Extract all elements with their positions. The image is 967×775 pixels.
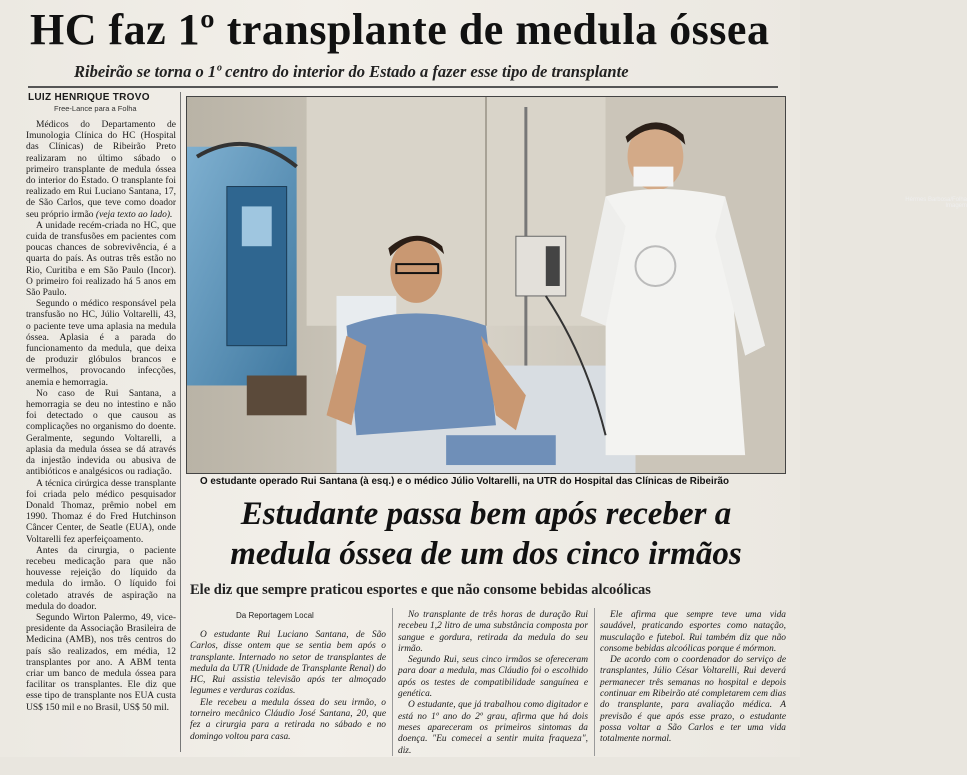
story-paragraph: Ele afirma que sempre teve uma vida saudável, praticando esportes como natação, musculação e futebol. Rui também diz que não consome bebidas alcoólicas porque é mórmon. xyxy=(600,610,786,654)
left-article-column xyxy=(26,120,176,750)
left-paragraph: A técnica cirúrgica desse transplante foi criada pelo médico pesquisador Donald Thomaz, prêmio nobel em 1990. Thomaz é do Fred Hutchinson Câncer Center, de Seatle (EUA), onde Voltarelli fez aperfeiçoamento. xyxy=(26,478,176,545)
byline-role: Free-Lance para a Folha xyxy=(54,104,137,113)
story-column-1 xyxy=(190,630,386,775)
second-headline-line1: Estudante passa bem após receber a xyxy=(240,496,732,532)
news-photo xyxy=(186,96,967,474)
story-paragraph: De acordo com o coordenador do serviço de transplantes, Júlio César Voltarelli, Rui deverá permanecer três semanas no hospital e depois continuar em Ribeirão até completarem cem dias do transplante, para avaliação médica. A previsão é que após esse prazo, o estudante possa voltar a São Carlos e ter uma vida totalmente normal. xyxy=(600,655,786,745)
dateline: Da Reportagem Local xyxy=(236,611,314,620)
second-headline-line2: medula óssea de um dos cinco irmãos xyxy=(230,536,742,572)
left-paragraph: A unidade recém-criada no HC, que cuida de transfusões em pacientes com poucas chances de sobrevivência, é a quarta do país. As outras três estão no Rio, Curitiba e em São Paulo (Incor). O primeiro foi realizado há 5 anos em São Paulo. xyxy=(26,220,176,299)
left-paragraph: No caso de Rui Santana, a hemorragia se deu no intestino e não foi detectado o que causou as complicações no organismo do doente. Geralmente, segundo Voltarelli, a aplasia da medula óssea se dá através da injestão indevida ou abusiva de antibióticos e analgésicos ou radiação. xyxy=(26,388,176,478)
story-paragraph: Segundo Rui, seus cinco irmãos se ofereceram para doar a medula, mas Cláudio foi o escolhido após os testes de compatibilidade sanguínea e genética. xyxy=(398,655,588,700)
story-column-2 xyxy=(398,610,588,755)
photo-credit: Hérmes Barbosa/Folha Imagem xyxy=(905,197,967,209)
byline-author: LUIZ HENRIQUE TROVO xyxy=(28,92,150,103)
story-paragraph: No transplante de três horas de duração Rui recebeu 1,2 litro de uma substância composta por sangue e gordura, retirada da medula do seu irmão. xyxy=(398,610,588,654)
main-subheadline: Ribeirão se torna o 1º centro do interior do Estado a fazer esse tipo de transplante xyxy=(74,62,629,81)
left-paragraph: Antes da cirurgia, o paciente recebeu medicação para que não houvesse rejeição do líquido da medula do irmão. O líquido foi coletado através de aspiração na medula do doador. xyxy=(26,545,176,612)
left-paragraph: Médicos do Departamento de Imunologia Clínica do HC (Hospital das Clínicas) de Ribeirão Preto realizaram no último sábado o primeiro transplante de medula óssea do interior do Estado. O transplante foi realizado em Rui Luciano Santana, 17, de São Carlos, que teve como doador seu próprio irmão (veja texto ao lado). xyxy=(26,120,176,220)
left-paragraph: Segundo o médico responsável pela transfusão no HC, Júlio Voltarelli, 43, o paciente teve uma aplasia na medula óssea. Aplasia é a parada do funcionamento da medula, que deixa de produzir glóbulos brancos e vermelhos, provocando infecções, anemia e hemorragia. xyxy=(26,299,176,388)
column-divider xyxy=(180,92,181,752)
story-paragraph: O estudante, que já trabalhou como digitador e está no 1º ano do 2º grau, afirma que há dois meses apareceram os primeiros sintomas da doença. "Eu comecei a sentir muita fraqueza", diz. xyxy=(398,700,588,756)
column-separator xyxy=(594,608,595,756)
story-paragraph: Ele recebeu a medula óssea do seu irmão, o torneiro mecânico Cláudio José Santana, 20, que fez a cirurgia para a retirada no sábado e no domingo voltou para casa. xyxy=(190,697,386,742)
left-paragraph: Segundo Wirton Palermo, 49, vice-presidente da Associação Brasileira de Medicina (AMB), nos três centros do país são realizados, em média, 12 transplantes por ano. A ABM tenta criar um banco de medula óssea para facilitar os transplantes. Ele diz que esse tipo de transplante nos EUA custa US$ 150 mil e no Brasil, US$ 50 mil. xyxy=(26,612,176,713)
second-headline xyxy=(186,494,786,574)
story-paragraph: O estudante Rui Luciano Santana, de São Carlos, disse ontem que se sentia bem após o transplante. Internado no setor de transplantes de medula da UTR (Unidade de Transplante Renal) do HC, Rui assistia televisão após ter almoçado legumes e verduras cozidas. xyxy=(190,630,386,697)
main-headline: HC faz 1º transplante de medula óssea xyxy=(30,5,770,54)
photo-caption: O estudante operado Rui Santana (à esq.) e o médico Júlio Voltarelli, na UTR do Hospital das Clínicas de Ribeirão xyxy=(200,476,729,487)
top-rule xyxy=(28,86,778,88)
column-separator xyxy=(392,608,393,756)
second-subheadline: Ele diz que sempre praticou esportes e que não consome bebidas alcoólicas xyxy=(190,582,651,598)
story-column-3 xyxy=(600,610,786,755)
hospital-scene-image xyxy=(187,97,785,473)
